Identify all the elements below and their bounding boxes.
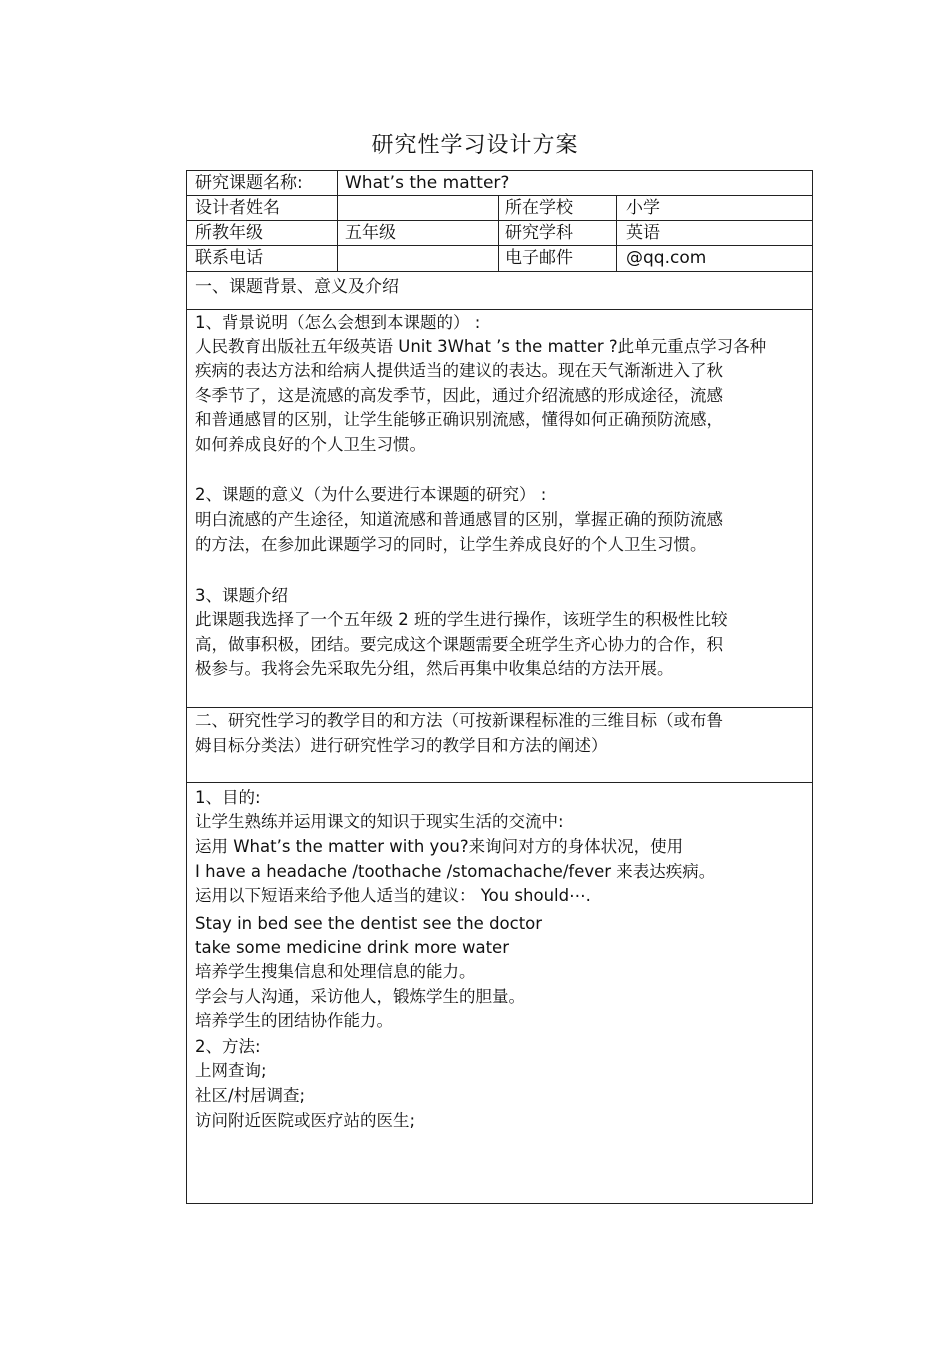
grade-value: 五年级 — [345, 223, 396, 243]
section2-line: 运用以下短语来给予他人适当的建议： You should⋯. — [195, 886, 591, 905]
section2-line: 上网查询; — [195, 1061, 267, 1080]
section1-line: 人民教育出版社五年级英语 Unit 3What ’s the matter ?此单元重点学习各种 — [195, 337, 767, 356]
section2-line: 让学生熟练并运用课文的知识于现实生活的交流中: — [195, 812, 564, 831]
col-divider — [616, 195, 617, 271]
section2-line: I have a headache /toothache /stomachache/fever 来表达疾病。 — [195, 862, 716, 881]
row-divider — [187, 707, 812, 708]
section2-line: Stay in bed see the dentist see the doctor — [195, 914, 543, 933]
section1-line: 明白流感的产生途径，知道流感和普通感冒的区别，掌握正确的预防流感 — [195, 510, 723, 529]
design-table — [186, 170, 813, 1204]
section1-line: 的方法，在参加此课题学习的同时，让学生养成良好的个人卫生习惯。 — [195, 535, 707, 554]
email-value: @qq.com — [626, 248, 707, 268]
designer-label: 设计者姓名 — [195, 198, 280, 218]
subject-value: 英语 — [626, 223, 660, 243]
section2-line: 培养学生搜集信息和处理信息的能力。 — [195, 962, 476, 981]
col-divider — [498, 195, 499, 271]
school-label: 所在学校 — [505, 198, 573, 218]
section2-line: 社区/村居调查; — [195, 1086, 306, 1105]
row-divider — [187, 220, 812, 221]
section1-line: 和普通感冒的区别，让学生能够正确识别流感，懂得如何正确预防流感， — [195, 410, 723, 429]
row-divider — [187, 195, 812, 196]
row-divider — [187, 309, 812, 310]
col-divider — [337, 171, 338, 271]
section2-line: 1、目的: — [195, 788, 261, 807]
section2-line: 培养学生的团结协作能力。 — [195, 1011, 393, 1030]
section1-line: 此课题我选择了一个五年级 2 班的学生进行操作，该班学生的积极性比较 — [195, 610, 728, 629]
section1-heading: 一、课题背景、意义及介绍 — [195, 277, 399, 297]
section1-line: 1、背景说明（怎么会想到本课题的） : — [195, 313, 481, 332]
topic-label: 研究课题名称: — [195, 173, 303, 193]
phone-label: 联系电话 — [195, 248, 263, 268]
school-value: 小学 — [626, 198, 660, 218]
section1-line: 2、课题的意义（为什么要进行本课题的研究） : — [195, 485, 547, 504]
section1-line: 3、课题介绍 — [195, 586, 288, 605]
section1-line: 冬季节了，这是流感的高发季节，因此，通过介绍流感的形成途径，流感 — [195, 386, 723, 405]
section2-line: 2、方法: — [195, 1037, 261, 1056]
section2-line: take some medicine drink more water — [195, 938, 509, 957]
section2-line: 访问附近医院或医疗站的医生; — [195, 1111, 416, 1130]
row-divider — [187, 271, 812, 272]
section1-line: 高，做事积极，团结。要完成这个课题需要全班学生齐心协力的合作，积 — [195, 635, 723, 654]
page-title: 研究性学习设计方案 — [371, 133, 579, 158]
section1-line: 如何养成良好的个人卫生习惯。 — [195, 435, 426, 454]
section1-line: 极参与。我将会先采取先分组，然后再集中收集总结的方法开展。 — [195, 659, 674, 678]
section2-heading: 二、研究性学习的教学目的和方法（可按新课程标准的三维目标（或布鲁 — [195, 711, 723, 730]
row-divider — [187, 782, 812, 783]
topic-value: What’s the matter? — [345, 173, 510, 193]
section2-line: 运用 What’s the matter with you?来询问对方的身体状况，使用 — [195, 837, 684, 856]
email-label: 电子邮件 — [505, 248, 573, 268]
subject-label: 研究学科 — [505, 223, 573, 243]
section2-line: 学会与人沟通，采访他人，锻炼学生的胆量。 — [195, 987, 525, 1006]
grade-label: 所教年级 — [195, 223, 263, 243]
section2-heading: 姆目标分类法）进行研究性学习的教学目和方法的阐述） — [195, 736, 608, 755]
row-divider — [187, 245, 812, 246]
section1-line: 疾病的表达方法和给病人提供适当的建议的表达。现在天气渐渐进入了秋 — [195, 361, 723, 380]
